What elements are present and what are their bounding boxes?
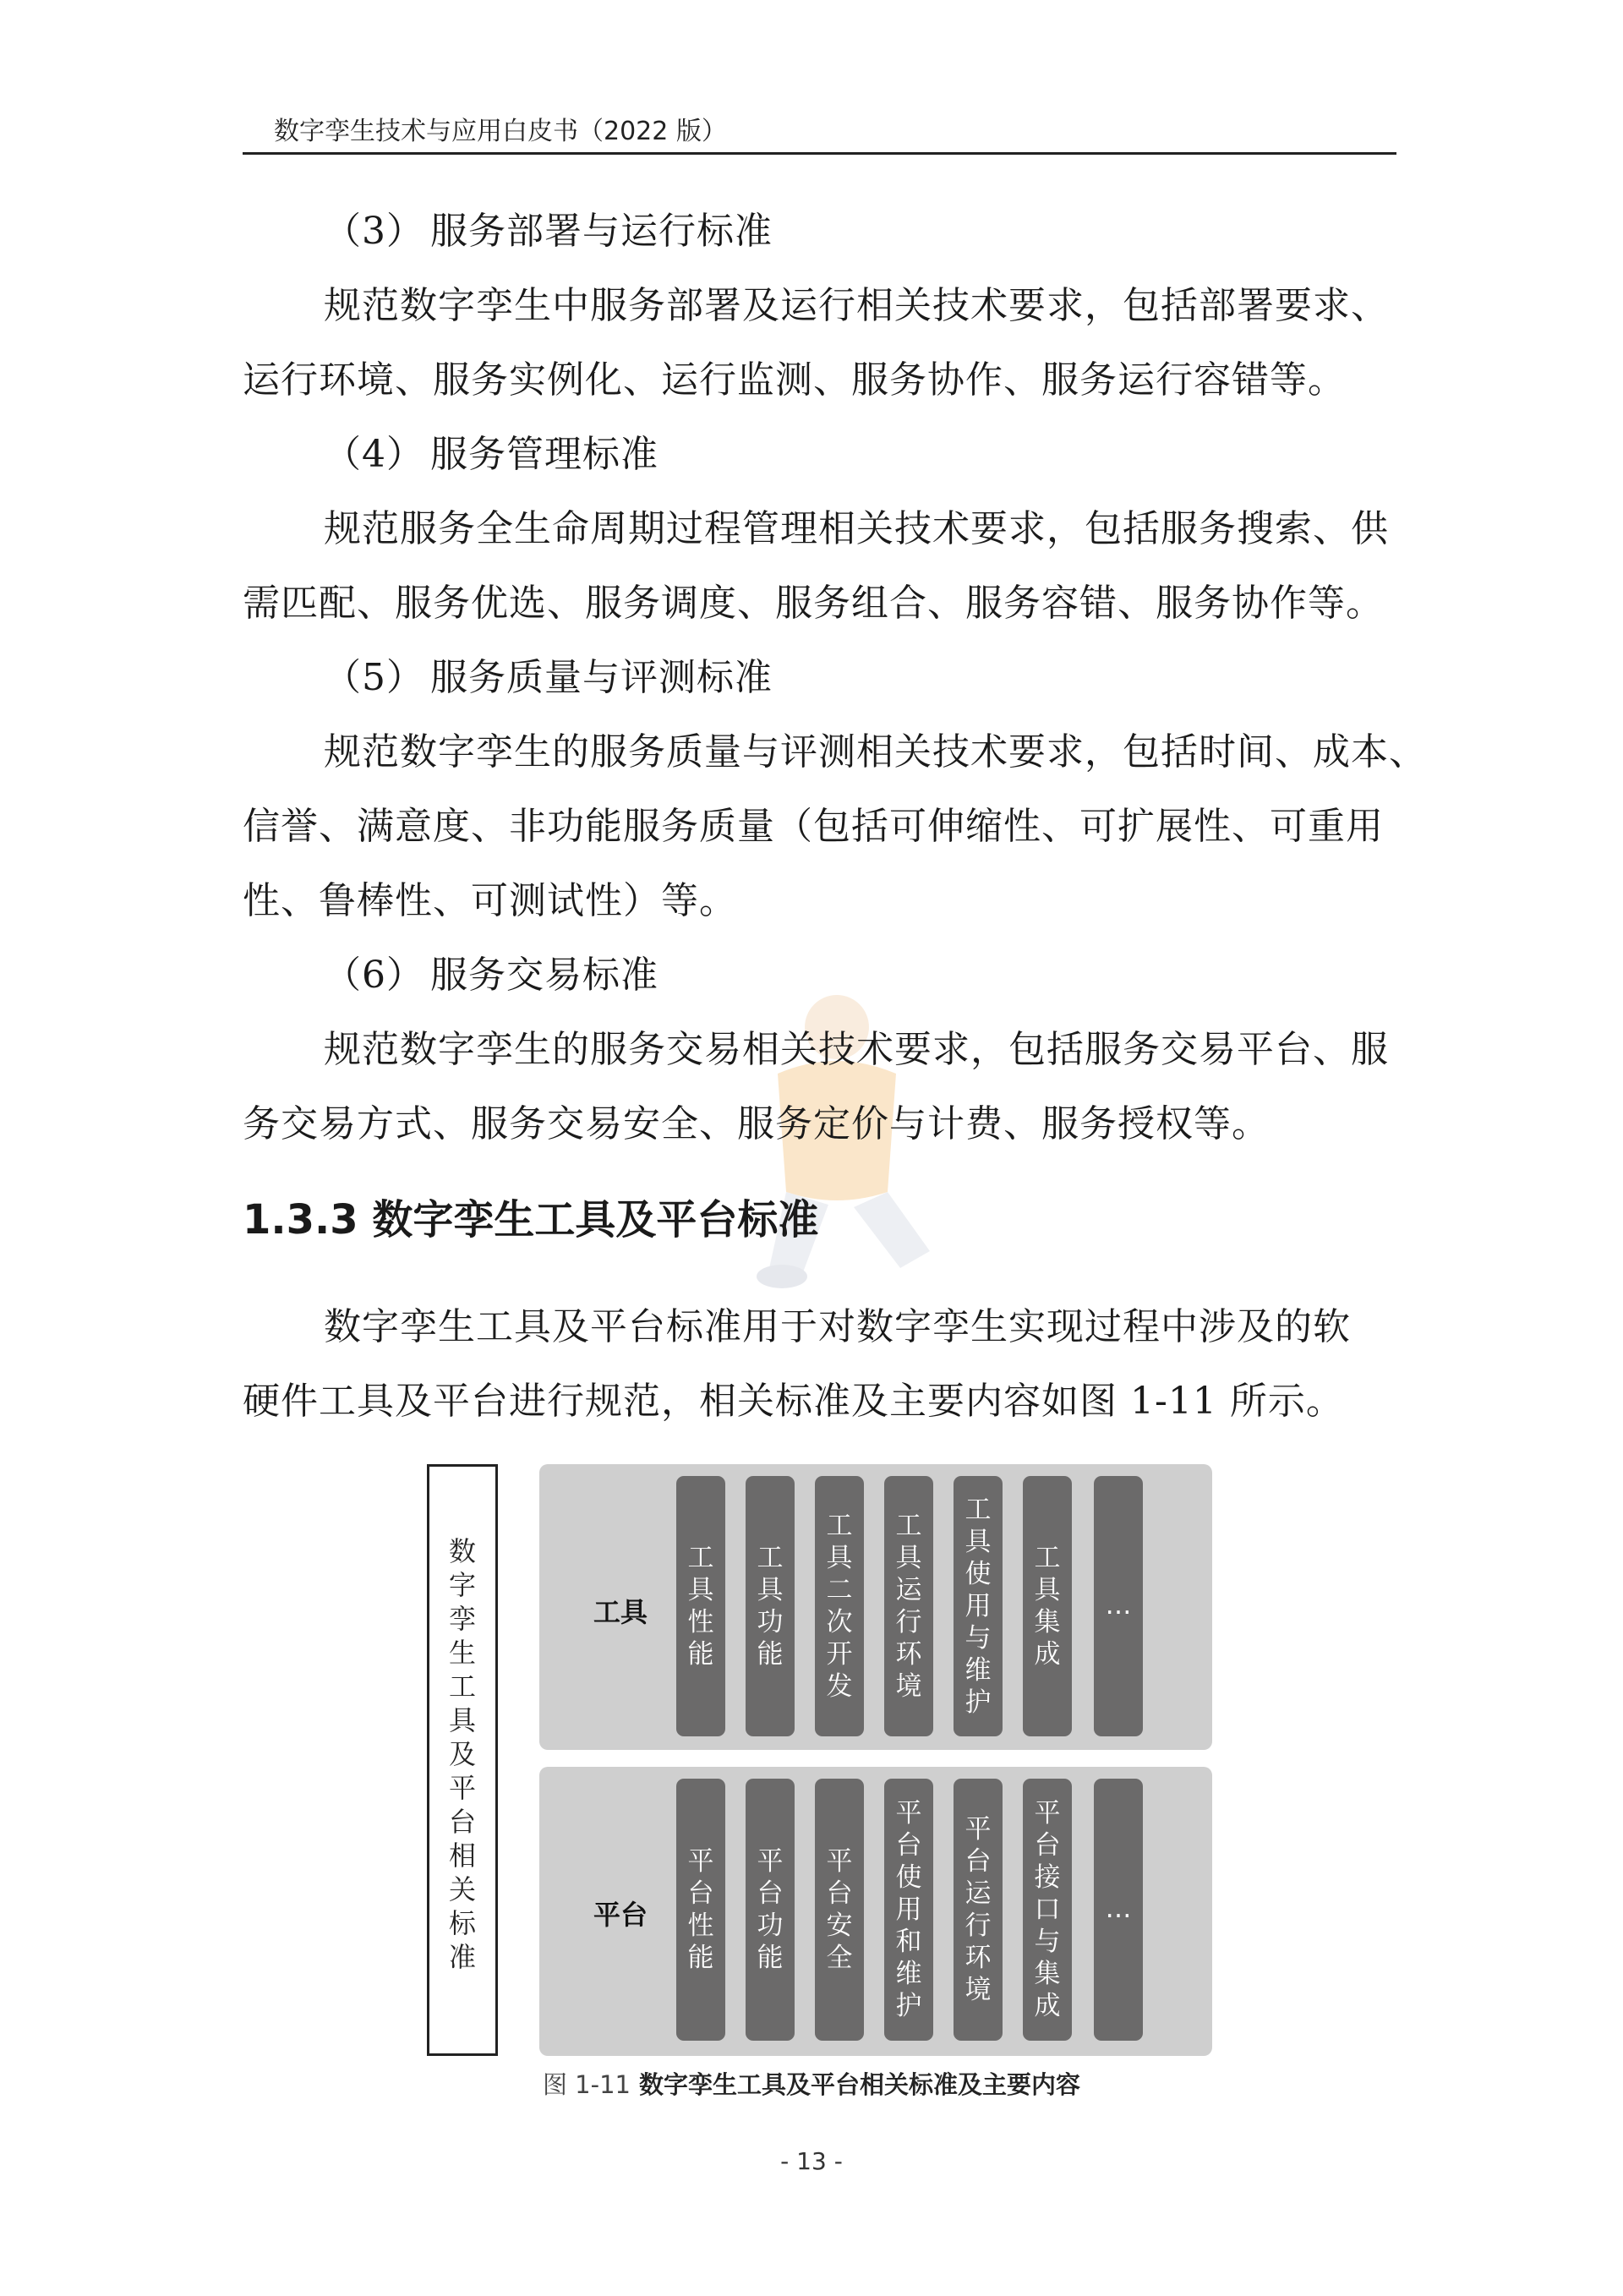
paragraph-line: 务交易方式、服务交易安全、服务定价与计费、服务授权等。 xyxy=(243,1102,1270,1145)
item-char: 工 xyxy=(895,1511,922,1541)
item-char: 境 xyxy=(895,1671,922,1702)
item-char: 与 xyxy=(965,1623,992,1654)
item-char: 具 xyxy=(895,1543,922,1573)
tool-item xyxy=(1023,1476,1072,1736)
item-char: 行 xyxy=(965,1911,992,1941)
section-title: 1.3.3 数字孪生工具及平台标准 xyxy=(243,1196,819,1244)
paragraph-line: 运行环境、服务实例化、运行监测、服务协作、服务运行容错等。 xyxy=(243,358,1346,402)
item-char: 护 xyxy=(965,1687,992,1718)
paragraph-line: 规范数字孪生的服务交易相关技术要求，包括服务交易平台、服 xyxy=(324,1028,1389,1071)
platform-item xyxy=(1094,1779,1143,2041)
tool-item xyxy=(676,1476,725,1736)
tool-item xyxy=(954,1476,1003,1736)
item-char: 工 xyxy=(826,1511,853,1541)
caption-text: 数字孪生工具及平台相关标准及主要内容 xyxy=(639,2070,1081,2099)
caption-number: 图 1-11 xyxy=(542,2070,631,2099)
running-header: 数字孪生技术与应用白皮书（2022 版） xyxy=(274,117,727,146)
paragraph-line: 规范数字孪生的服务质量与评测相关技术要求，包括时间、成本、 xyxy=(324,730,1427,774)
subheading-number: （3） xyxy=(324,210,424,253)
item-char: 开 xyxy=(826,1639,853,1670)
subheading-3 xyxy=(243,194,1396,269)
platform-item xyxy=(954,1779,1003,2041)
subheading-number: （5） xyxy=(324,656,424,699)
platform-label: 平台 xyxy=(593,1899,648,1931)
header-rule xyxy=(243,152,1396,155)
item-char: 接 xyxy=(1034,1862,1061,1893)
item-char: 台 xyxy=(1034,1830,1061,1861)
item-char: 行 xyxy=(895,1607,922,1637)
item-char: 用 xyxy=(895,1894,922,1925)
item-char: 台 xyxy=(826,1878,853,1909)
subheading-title: 服务管理标准 xyxy=(430,433,658,476)
item-char: 能 xyxy=(687,1639,714,1670)
item-char: 安 xyxy=(826,1911,853,1941)
item-char: 工 xyxy=(757,1543,784,1573)
item-char: 成 xyxy=(1034,1991,1061,2021)
item-char: 平 xyxy=(757,1846,784,1877)
subheading-6 xyxy=(243,938,1396,1013)
figure-left-label-box xyxy=(427,1464,498,2056)
tool-item xyxy=(815,1476,864,1736)
item-char: 集 xyxy=(1034,1607,1061,1637)
item-char: … xyxy=(1105,1590,1132,1621)
tool-item xyxy=(1094,1476,1143,1736)
item-char: 发 xyxy=(826,1671,853,1702)
item-char: 工 xyxy=(687,1543,714,1573)
item-char: 平 xyxy=(965,1814,992,1845)
item-char: 具 xyxy=(687,1575,714,1605)
item-char: 境 xyxy=(965,1975,992,2005)
item-char: 具 xyxy=(1034,1575,1061,1605)
item-char: 能 xyxy=(687,1943,714,1973)
item-char: 维 xyxy=(965,1655,992,1686)
tool-item xyxy=(746,1476,795,1736)
item-char: 台 xyxy=(687,1878,714,1909)
page-number: - 13 - xyxy=(780,2147,843,2175)
item-char: 运 xyxy=(895,1575,922,1605)
item-char: 平 xyxy=(826,1846,853,1877)
item-char: 平 xyxy=(687,1846,714,1877)
item-char: 台 xyxy=(757,1878,784,1909)
body-text xyxy=(243,194,1427,1439)
subheading-title: 服务部署与运行标准 xyxy=(430,210,773,253)
item-char: 平 xyxy=(1034,1798,1061,1829)
tools-label: 工具 xyxy=(593,1596,648,1628)
item-char: 性 xyxy=(687,1911,714,1941)
item-char: 集 xyxy=(1034,1959,1061,1989)
item-char: 用 xyxy=(965,1591,992,1621)
subheading-title: 服务质量与评测标准 xyxy=(430,656,773,699)
platform-item xyxy=(884,1779,933,2041)
paragraph-line: 信誉、满意度、非功能服务质量（包括可伸缩性、可扩展性、可重用 xyxy=(243,805,1384,848)
item-char: 次 xyxy=(826,1607,853,1637)
item-char: 具 xyxy=(826,1543,853,1573)
item-char: … xyxy=(1105,1894,1132,1924)
subheading-title: 服务交易标准 xyxy=(430,954,658,997)
paragraph-line: 硬件工具及平台进行规范，相关标准及主要内容如图 1-11 所示。 xyxy=(243,1380,1344,1423)
item-char: 工 xyxy=(965,1495,992,1525)
item-char: 能 xyxy=(757,1943,784,1973)
paragraph-line: 性、鲁棒性、可测试性）等。 xyxy=(243,879,737,922)
subheading-4 xyxy=(243,418,1396,492)
item-char: 环 xyxy=(965,1943,992,1973)
item-char: 与 xyxy=(1034,1927,1061,1957)
figure-caption xyxy=(0,2066,1623,2101)
item-char: 成 xyxy=(1034,1639,1061,1670)
platform-item xyxy=(815,1779,864,2041)
figure-left-label: 数 字 孪 生 工 具 及 平 台 相 关 标 准 xyxy=(448,1535,476,1973)
item-char: 和 xyxy=(895,1927,922,1957)
paragraph-line: 规范数字孪生中服务部署及运行相关技术要求，包括部署要求、 xyxy=(324,284,1389,327)
item-char: 台 xyxy=(895,1830,922,1861)
item-char: 全 xyxy=(826,1943,853,1973)
item-char: 台 xyxy=(965,1846,992,1877)
paragraph-line: 规范服务全生命周期过程管理相关技术要求，包括服务搜索、供 xyxy=(324,507,1389,550)
subheading-number: （4） xyxy=(324,433,424,476)
paragraph-line: 数字孪生工具及平台标准用于对数字孪生实现过程中涉及的软 xyxy=(324,1305,1351,1348)
item-char: 具 xyxy=(965,1527,992,1557)
paragraph-line: 需匹配、服务优选、服务调度、服务组合、服务容错、服务协作等。 xyxy=(243,582,1384,625)
item-char: 环 xyxy=(895,1639,922,1670)
item-char: 护 xyxy=(895,1991,922,2021)
item-char: 使 xyxy=(965,1559,992,1589)
platform-item xyxy=(1023,1779,1072,2041)
platform-item xyxy=(676,1779,725,2041)
subheading-number: （6） xyxy=(324,954,424,997)
item-char: 使 xyxy=(895,1862,922,1893)
item-char: 功 xyxy=(757,1607,784,1637)
item-char: 二 xyxy=(826,1575,853,1605)
subheading-5 xyxy=(243,641,1396,715)
tool-item xyxy=(884,1476,933,1736)
item-char: 具 xyxy=(757,1575,784,1605)
item-char: 工 xyxy=(1034,1543,1061,1573)
platform-item xyxy=(746,1779,795,2041)
item-char: 维 xyxy=(895,1959,922,1989)
item-char: 功 xyxy=(757,1911,784,1941)
item-char: 平 xyxy=(895,1798,922,1829)
item-char: 能 xyxy=(757,1639,784,1670)
item-char: 运 xyxy=(965,1878,992,1909)
item-char: 口 xyxy=(1034,1894,1061,1925)
item-char: 性 xyxy=(687,1607,714,1637)
